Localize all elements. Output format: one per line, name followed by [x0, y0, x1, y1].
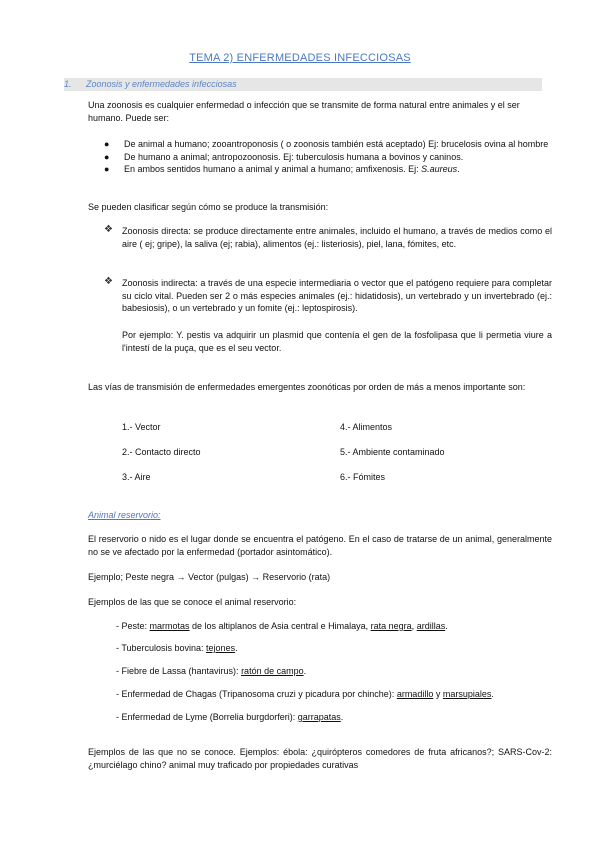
list-item: - Enfermedad de Lyme (Borrelia burgdorferi): garrapatas.	[116, 712, 344, 722]
section-title: Zoonosis y enfermedades infecciosas	[86, 79, 237, 89]
bullet-icon: ●	[104, 164, 110, 174]
section-heading	[64, 78, 542, 91]
via-item: 1.- Vector	[122, 422, 161, 432]
via-item: 3.- Aire	[122, 472, 151, 482]
list-item: ● En ambos sentidos humano a animal y animal a humano; amfixenosis. Ej: S.aureus.	[104, 164, 460, 174]
intro-paragraph: Una zoonosis es cualquier enfermedad o infección que se transmite de forma natural entre animales y el ser humano. Puede ser:	[88, 100, 520, 123]
known-reservoir-intro: Ejemplos de las que se conoce el animal reservorio:	[88, 597, 297, 607]
reservorio-example: Ejemplo; Peste negra → Vector (pulgas) → Reservorio (rata)	[88, 572, 331, 582]
list-item: - Tuberculosis bovina: tejones.	[116, 643, 238, 653]
bullet-icon: ●	[104, 139, 110, 149]
list-item: - Peste: marmotas de los altiplanos de Asia central e Himalaya, rata negra, ardillas.	[116, 621, 448, 631]
list-item: - Fiebre de Lassa (hantavirus): ratón de campo.	[116, 666, 307, 676]
list-item: ● De humano a animal; antropozoonosis. Ej: tuberculosis humana a bovinos y caninos.	[104, 151, 464, 162]
via-item: 4.- Alimentos	[340, 422, 393, 432]
unknown-reservoir-paragraph: Ejemplos de las que no se conoce. Ejemplos: ébola: ¿quirópteros comedores de fruta africanos?; SARS-Cov-2: ¿murciélago chino? animal muy traficado por propiedades curativas	[88, 747, 552, 770]
vias-intro: Las vías de transmisión de enfermedades emergentes zoonóticas por orden de más a menos importante son:	[88, 382, 526, 392]
diamond-bullet-icon: ❖	[104, 224, 113, 235]
zoonosis-indirecta: Zoonosis indirecta: a través de una especie intermediaria o vector que el patógeno requiere para completar su ciclo vital. Pueden ser 2 o más especies animales (ej.: hidatidosis), un vertebrado y un invertebrado (ej.: babesiosis), o un vertebrado y un fomite (ej.: leptospirosis).	[122, 278, 552, 313]
zoonosis-types-list	[100, 138, 552, 176]
classification-intro: Se pueden clasificar según cómo se produce la transmisión:	[88, 202, 329, 212]
list-item: ● De animal a humano; zooantroponosis ( o zoonosis también está aceptado) Ej: brucelosis ovina al hombre	[104, 139, 549, 149]
zoonosis-directa: Zoonosis directa: se produce directamente entre animales, incluido el humano, a través de medios como el aire ( ej; gripe), la saliva (ej; rabia), alimentos (ej.: listeriosis), piel, lana, fómites, etc.	[122, 226, 552, 249]
ejemplo-pestis: Por ejemplo: Y. pestis va adquirir un plasmid que contenía el gen de la fosfolipasa que li permetia viure a l'intestí de la puça, que es el seu vector.	[122, 330, 552, 353]
reservorio-definition: El reservorio o nido es el lugar donde se encuentra el patógeno. En el caso de tratarse de un animal, generalmente no se ve afectado por la enfermedad (portador asintomático).	[88, 534, 552, 557]
bullet-icon: ●	[104, 151, 110, 162]
list-item: - Enfermedad de Chagas (Tripanosoma cruzi y picadura por chinche): armadillo y marsupiales.	[116, 689, 494, 699]
reservorio-heading: Animal reservorio:	[88, 510, 161, 520]
diamond-bullet-icon: ❖	[104, 276, 113, 287]
via-item: 5.- Ambiente contaminado	[340, 447, 445, 457]
via-item: 2.- Contacto directo	[122, 447, 201, 457]
via-item: 6.- Fómites	[340, 472, 386, 482]
section-number: 1.	[64, 79, 72, 89]
document-title: TEMA 2) ENFERMEDADES INFECCIOSAS	[189, 52, 411, 64]
